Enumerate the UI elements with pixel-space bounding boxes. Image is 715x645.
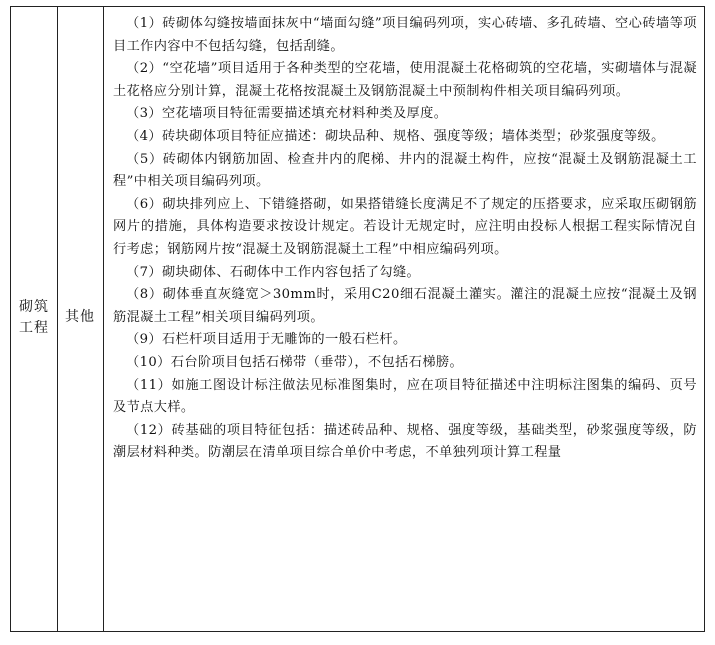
note-item: （8）砌体垂直灰缝宽＞30mm时，采用C20细石混凝土灌实。灌注的混凝土应按“混凝土及钢筋混凝土工程”相关项目编码列项。 [113,287,697,325]
note-item: （2）“空花墙”项目适用于各种类型的空花墙，使用混凝土花格砌筑的空花墙，实砌墙体与混凝土花格应分别计算，混凝土花格按混凝土及钢筋混凝土中预制构件相关项目编码列项。 [113,61,697,99]
note-item: （1）砖砌体勾缝按墙面抹灰中“墙面勾缝”项目编码列项，实心砖墙、多孔砖墙、空心砖墙等项目工作内容中不包括勾缝，包括刮缝。 [113,16,697,54]
subcategory-cell [57,307,103,328]
note-item: （6）砌块排列应上、下错缝搭砌，如果搭错缝长度满足不了规定的压搭要求，应采取压砌钢筋网片的措施，具体构造要求按设计规定。若设计无规定时，应注明由投标人根据工程实际情况自行考虑；钢筋网片按“混凝土及钢筋混凝土工程”中相应编码列项。 [113,196,697,257]
note-item: （9）石栏杆项目适用于无雕饰的一般石栏杆。 [126,332,407,348]
note-item: （3）空花墙项目特征需要描述填充材料种类及厚度。 [126,106,448,122]
category-cell [11,297,57,339]
note-item: （5）砖砌体内钢筋加固、检查井内的爬梯、井内的混凝土构件，应按“混凝土及钢筋混凝土工程”中相关项目编码列项。 [113,151,697,190]
note-item: （10）石台阶项目包括石梯带（垂带），不包括石梯膀。 [126,354,464,370]
note-item: （4）砖块砌体项目特征应描述：砌块品种、规格、强度等级；墙体类型；砂浆强度等级。 [126,128,665,144]
column-divider [103,7,104,631]
category-label-line1: 砌筑 [19,299,49,315]
specification-table [10,6,705,632]
note-item: （11）如施工图设计标注做法见标准图集时，应在项目特征描述中注明标注图集的编码、页号及节点大样。 [113,377,697,416]
notes-cell [113,13,697,465]
note-item: （12）砖基础的项目特征包括：描述砖品种、规格、强度等级，基础类型，砂浆强度等级，防潮层材料种类。防潮层在清单项目综合单价中考虑，不单独列项计算工程量 [113,422,697,461]
category-label-line2: 工程 [19,320,49,336]
note-item: （7）砌块砌体、石砌体中工作内容包括了勾缝。 [126,264,421,280]
subcategory-label: 其他 [65,309,95,325]
